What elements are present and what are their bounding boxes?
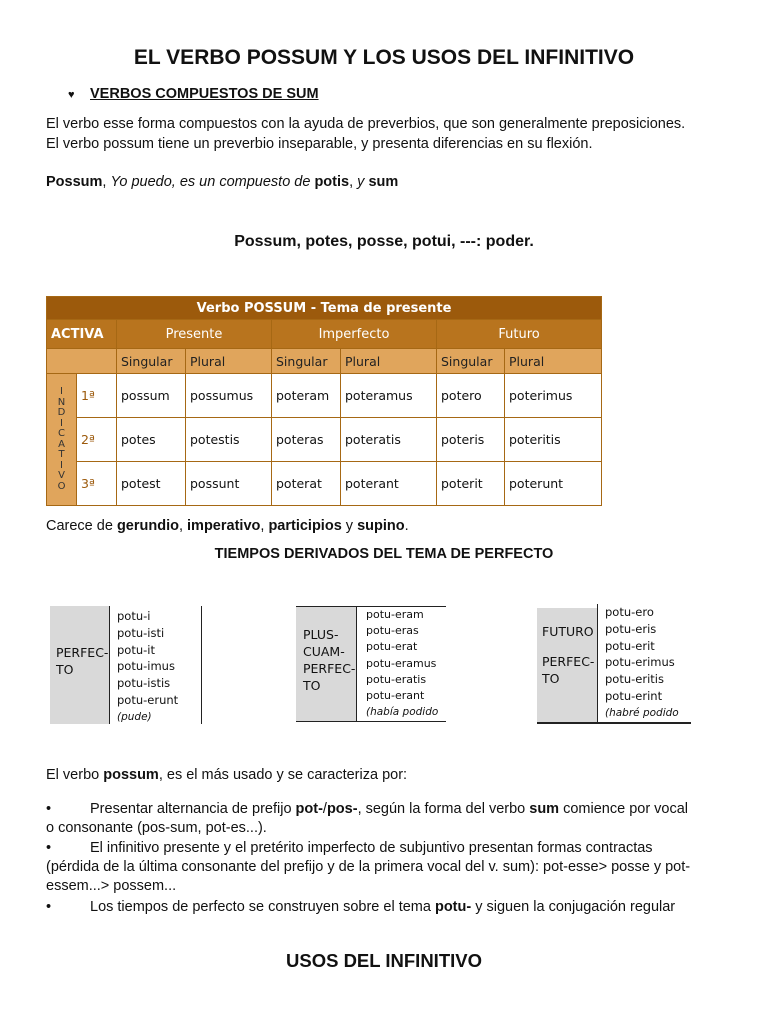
divider bbox=[537, 722, 691, 724]
text-fragment: y bbox=[341, 518, 358, 534]
text-fragment: comience por vocal bbox=[559, 801, 689, 817]
verb-form: potu-erint bbox=[605, 688, 663, 703]
principal-parts: Possum, potes, posse, potui, ---: poder. bbox=[234, 233, 534, 250]
perfecto-table bbox=[50, 606, 202, 724]
bullet-icon: • bbox=[46, 801, 52, 817]
bold-term: potu- bbox=[434, 899, 472, 915]
table-row bbox=[47, 418, 602, 462]
label-line: PLUS- bbox=[303, 627, 339, 642]
futuro-perfecto-forms bbox=[605, 604, 679, 722]
number-header-row bbox=[47, 349, 602, 374]
verb-form: potu-imus bbox=[117, 659, 175, 674]
verb-form: potu-i bbox=[117, 609, 151, 623]
table-row bbox=[47, 462, 602, 506]
verb-form: potu-eramus bbox=[366, 656, 437, 670]
text-fragment: Carece de bbox=[46, 518, 117, 534]
label-line: FUTURO bbox=[542, 624, 594, 639]
possum-definition bbox=[46, 172, 736, 192]
text-fragment: El verbo bbox=[46, 767, 104, 783]
verb-form: potu-it bbox=[117, 642, 155, 657]
person-label: 2ª bbox=[77, 418, 117, 462]
perfecto-label bbox=[50, 606, 109, 724]
verb-form: potu-eratis bbox=[366, 672, 427, 686]
list-item bbox=[46, 839, 726, 896]
verb-form: potu-eram bbox=[366, 608, 424, 621]
carece-sentence bbox=[46, 516, 736, 536]
verb-form: poterat bbox=[272, 462, 341, 506]
bold-term: gerundio bbox=[116, 518, 179, 534]
verb-form: potu-ero bbox=[605, 605, 654, 619]
sum-word: sum bbox=[368, 174, 399, 190]
pluscuamperfecto-label bbox=[296, 607, 356, 721]
verb-form: poteramus bbox=[341, 374, 437, 418]
verb-form: potu-erunt bbox=[117, 692, 179, 707]
tense-presente: Presente bbox=[117, 320, 272, 349]
verb-form: potu-erit bbox=[605, 638, 655, 653]
verb-form: potu-eris bbox=[605, 621, 657, 636]
text-fragment: y siguen la conjugación regular bbox=[471, 899, 676, 915]
number-label: Plural bbox=[341, 349, 437, 374]
verb-form: poteris bbox=[437, 418, 505, 462]
verb-form: potu-eritis bbox=[605, 672, 664, 687]
label-line: TO bbox=[542, 671, 560, 686]
mood-indicativo-vertical bbox=[47, 374, 77, 506]
perfecto-forms bbox=[117, 608, 178, 726]
mood-letter: D bbox=[57, 407, 66, 418]
divider bbox=[109, 606, 110, 724]
verb-form: potu-istis bbox=[117, 676, 171, 691]
possum-word: Possum bbox=[46, 174, 103, 190]
text-fragment: y bbox=[357, 174, 369, 190]
verb-form: possunt bbox=[186, 462, 272, 506]
verb-form: poteritis bbox=[505, 418, 602, 462]
intro-line-1: El verbo esse forma compuestos con la ayuda de preverbios, que son generalmente preposiciones. bbox=[46, 116, 686, 132]
tense-futuro: Futuro bbox=[437, 320, 602, 349]
table-row bbox=[47, 374, 602, 418]
bold-term: pot- bbox=[295, 801, 323, 817]
verb-form: poterunt bbox=[505, 462, 602, 506]
heart-bullet-icon: ♥ bbox=[68, 89, 75, 101]
divider bbox=[597, 604, 598, 724]
bold-term: pos- bbox=[326, 801, 358, 817]
intro-paragraph bbox=[46, 114, 736, 154]
text-fragment: / bbox=[322, 801, 327, 817]
verb-form: possumus bbox=[186, 374, 272, 418]
label-line: PERFEC- bbox=[56, 645, 109, 660]
verb-form: potes bbox=[117, 418, 186, 462]
page-title: EL VERBO POSSUM Y LOS USOS DEL INFINITIVO bbox=[133, 46, 635, 69]
verb-form: potestis bbox=[186, 418, 272, 462]
empty-corner-cell bbox=[47, 349, 117, 374]
mood-letter: I bbox=[60, 386, 63, 397]
text-fragment: , según la forma del verbo bbox=[357, 801, 530, 817]
futuro-perfecto-table bbox=[537, 604, 693, 724]
mood-letter: C bbox=[58, 428, 65, 439]
bold-term: supino bbox=[357, 518, 405, 534]
verb-form: potu-erant bbox=[366, 689, 425, 703]
mood-letter: I bbox=[60, 459, 63, 471]
section-heading-label: VERBOS COMPUESTOS DE SUM bbox=[90, 86, 319, 102]
verb-form: poteras bbox=[272, 418, 341, 462]
mood-letter: A bbox=[58, 438, 65, 450]
verb-form: potu-erimus bbox=[605, 655, 675, 670]
text-fragment: , bbox=[102, 174, 111, 190]
voice-label: ACTIVA bbox=[47, 320, 117, 349]
possum-meaning: Yo puedo, es un compuesto de bbox=[110, 174, 315, 190]
section-heading-compuestos bbox=[68, 86, 319, 102]
divider bbox=[356, 606, 357, 722]
mood-letter: V bbox=[58, 470, 65, 481]
characteristics-intro bbox=[46, 765, 736, 785]
bold-term: sum bbox=[529, 801, 560, 817]
label-line: PERFEC- bbox=[303, 661, 356, 676]
number-label: Plural bbox=[186, 349, 272, 374]
divider bbox=[296, 721, 446, 722]
perfect-tenses-heading: TIEMPOS DERIVADOS DEL TEMA DE PERFECTO bbox=[214, 546, 554, 562]
potis-word: potis bbox=[314, 174, 350, 190]
number-label: Singular bbox=[437, 349, 505, 374]
tense-header-row bbox=[47, 320, 602, 349]
pluscuamperfecto-forms bbox=[366, 607, 438, 720]
mood-letter: T bbox=[58, 449, 65, 460]
translation-note: (pude) bbox=[117, 710, 152, 723]
text-fragment: Presentar alternancia de prefijo bbox=[90, 801, 296, 817]
table-title: Verbo POSSUM - Tema de presente bbox=[47, 297, 602, 320]
divider bbox=[201, 606, 202, 724]
list-item bbox=[46, 800, 726, 838]
spacer bbox=[542, 640, 597, 653]
intro-line-2: El verbo possum tiene un preverbio inseparable, y presenta diferencias en su flexión. bbox=[46, 136, 593, 152]
list-item bbox=[46, 898, 726, 917]
bullet-icon: • bbox=[46, 899, 52, 915]
mood-letter: N bbox=[57, 396, 66, 408]
verb-form: poterit bbox=[437, 462, 505, 506]
label-line: PERFEC- bbox=[542, 654, 595, 669]
text-line: essem...> possem... bbox=[46, 878, 177, 894]
person-label: 3ª bbox=[77, 462, 117, 506]
mood-letter: O bbox=[57, 480, 66, 492]
tense-imperfecto: Imperfecto bbox=[272, 320, 437, 349]
translation-note: (habré podido bbox=[605, 706, 679, 719]
table-title-row bbox=[47, 297, 602, 320]
verb-form: poterant bbox=[341, 462, 437, 506]
text-fragment: , bbox=[178, 518, 188, 534]
verb-form: potest bbox=[117, 462, 186, 506]
bold-term: participios bbox=[268, 518, 342, 534]
text-line: (pérdida de la última consonante del prefijo y de la primera vocal del v. sum): pot-esse> posse y pot- bbox=[46, 859, 691, 875]
verb-form: potu-eras bbox=[366, 624, 419, 638]
mood-letter: I bbox=[60, 417, 63, 429]
bold-term: possum bbox=[103, 767, 159, 783]
verb-form: poterimus bbox=[505, 374, 602, 418]
text-fragment: , bbox=[349, 174, 358, 190]
verb-form: poteram bbox=[272, 374, 341, 418]
verb-form: potu-erat bbox=[366, 640, 418, 654]
usos-infinitivo-heading: USOS DEL INFINITIVO bbox=[286, 950, 482, 971]
verb-form: poteratis bbox=[341, 418, 437, 462]
number-label: Singular bbox=[117, 349, 186, 374]
verb-form: potero bbox=[437, 374, 505, 418]
text-fragment: Los tiempos de perfecto se construyen sobre el tema bbox=[90, 899, 435, 915]
text-fragment: . bbox=[404, 518, 409, 534]
translation-note: (había podido bbox=[366, 706, 439, 719]
label-line: TO bbox=[56, 662, 74, 677]
bold-term: imperativo bbox=[187, 518, 261, 534]
text-fragment: , es el más usado y se caracteriza por: bbox=[158, 767, 408, 783]
text-fragment: El infinitivo presente y el pretérito imperfecto de subjuntivo presentan formas contractas bbox=[90, 840, 653, 856]
label-line: TO bbox=[303, 678, 321, 693]
futuro-perfecto-label bbox=[537, 608, 597, 724]
text-line: o consonante (pos-sum, pot-es...). bbox=[46, 820, 267, 836]
label-line: CUAM- bbox=[303, 644, 345, 659]
number-label: Plural bbox=[505, 349, 602, 374]
pluscuamperfecto-table bbox=[296, 606, 448, 722]
verb-form: possum bbox=[117, 374, 186, 418]
person-label: 1ª bbox=[77, 374, 117, 418]
conjugation-table bbox=[46, 296, 602, 506]
verb-form: potu-isti bbox=[117, 625, 165, 640]
bullet-icon: • bbox=[46, 840, 52, 856]
text-fragment: , bbox=[260, 518, 269, 534]
number-label: Singular bbox=[272, 349, 341, 374]
